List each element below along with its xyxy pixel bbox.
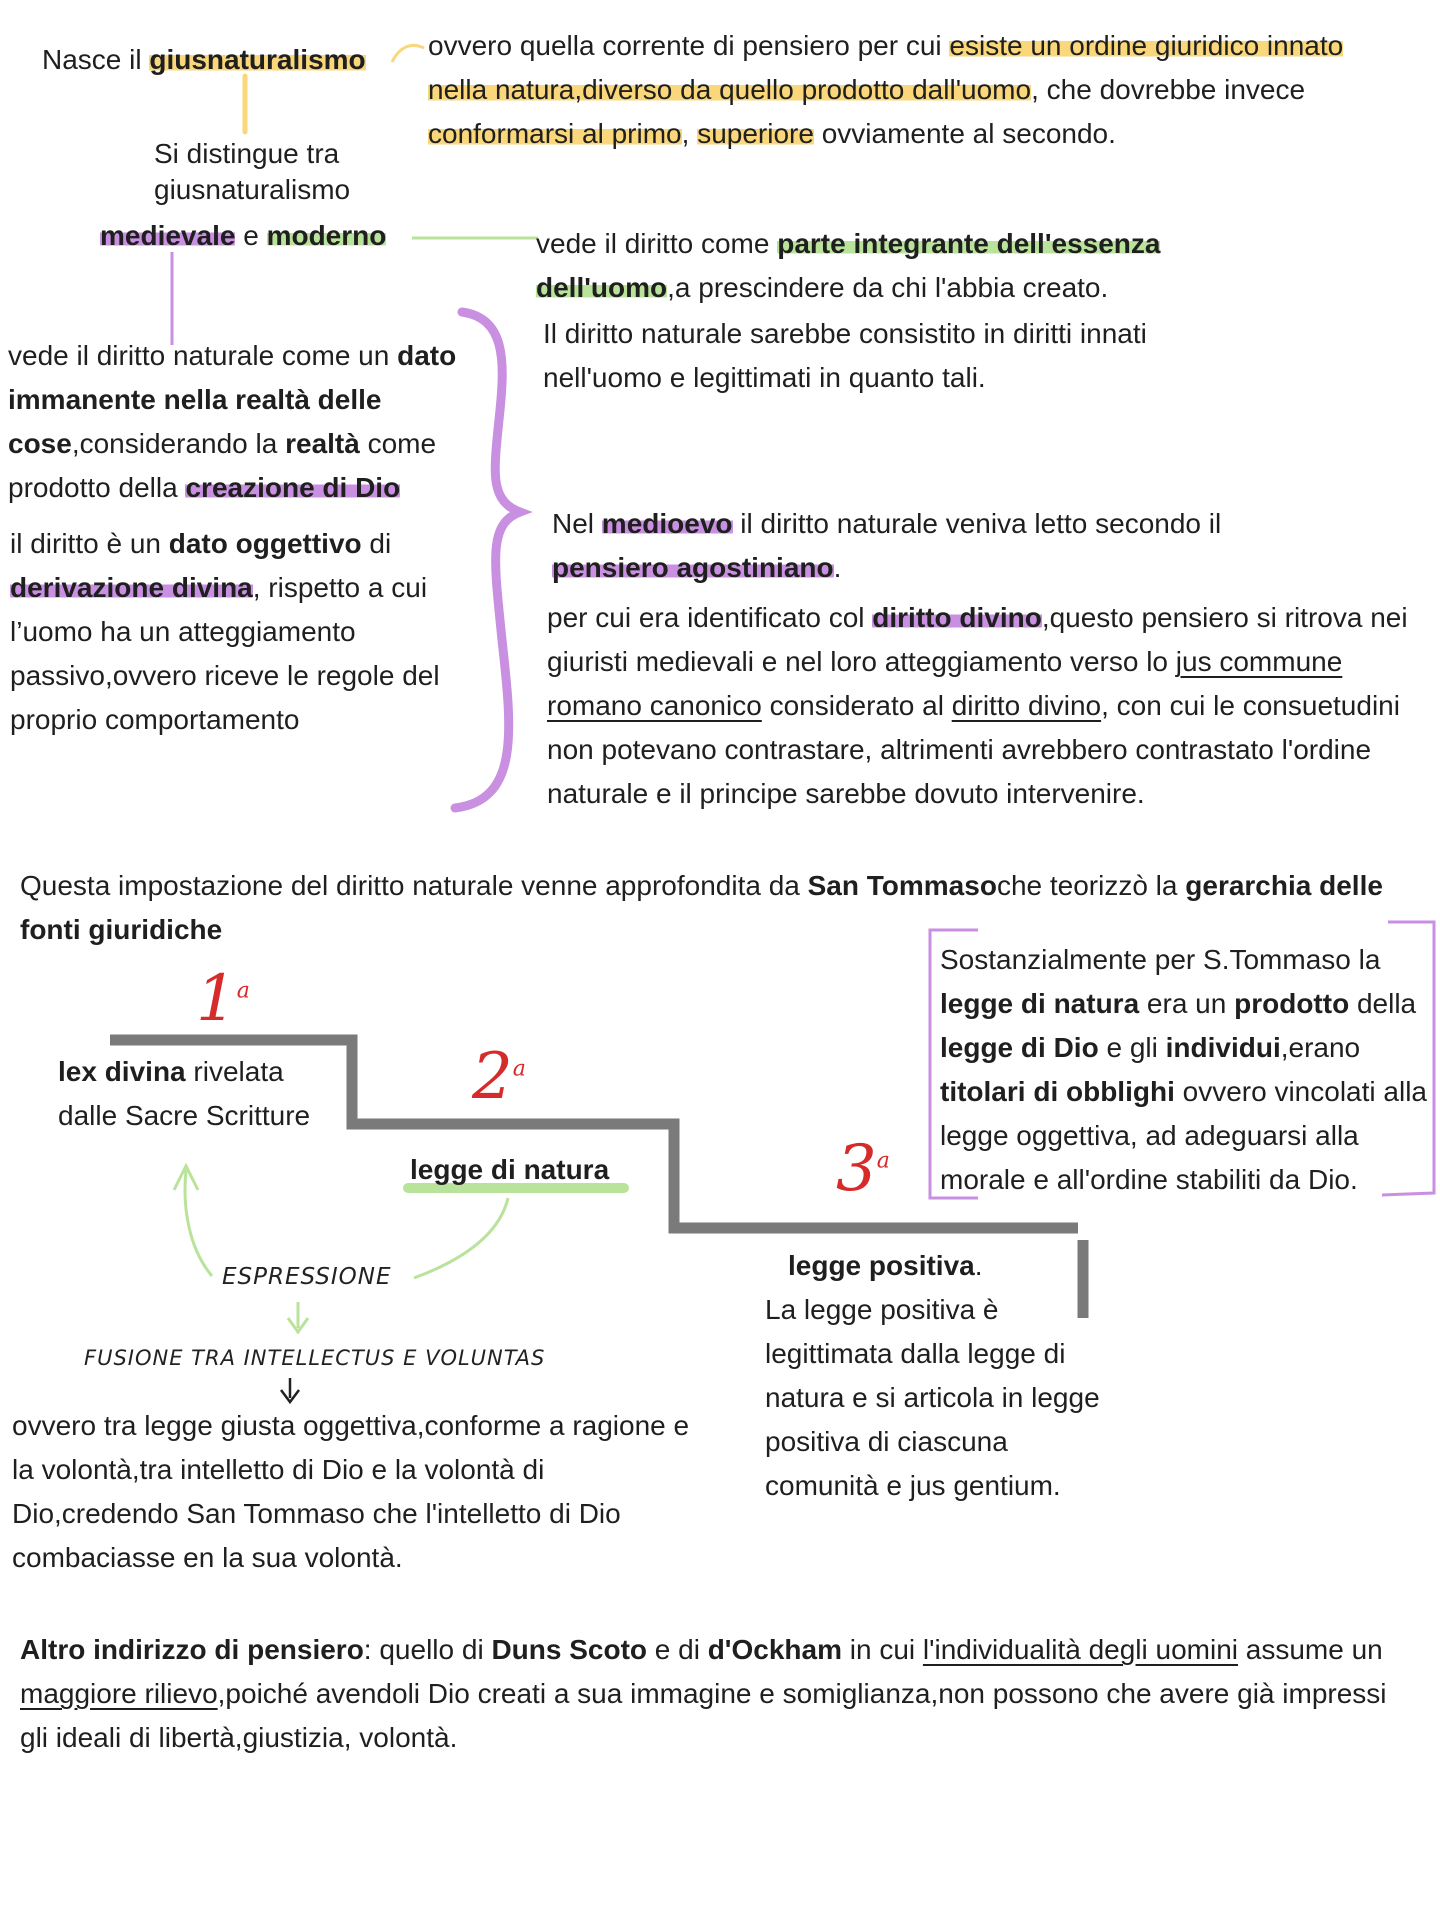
other-thought-text: Altro indirizzo di pensiero: quello di Duns Scoto e di d'Ockham in cui l'individualità degli uomini assume un maggiore rilievo,poiché avendoli Dio creati a sua immagine e somiglianza,non possono che avere già impressi gli ideali di libertà,giustizia, volontà.	[20, 1634, 1387, 1753]
legge-positiva-text: La legge positiva è legittimata dalla legge di natura e si articola in legge positiva di ciascuna comunità e jus gentium.	[765, 1294, 1100, 1501]
modern-text: vede il diritto come parte integrante dell'essenza dell'uomo,a prescindere da chi l'abbia creato.	[536, 228, 1161, 303]
modern-innate: Il diritto naturale sarebbe consistito in diritti innati nell'uomo e legittimati in quanto tali.	[543, 318, 1147, 393]
espressione-note: ESPRESSIONE	[222, 1264, 392, 1290]
arrow-left-curve	[185, 1170, 212, 1276]
fusion-text: ovvero tra legge giusta oggettiva,conforme a ragione e la volontà,tra intelletto di Dio e la volontà di Dio,credendo San Tommaso che l'intelletto di Dio combaciasse en la sua volontà.	[12, 1410, 690, 1573]
lex-divina-label: lex divina rivelata dalle Sacre Scritture	[58, 1056, 311, 1131]
medieval-text: vede il diritto naturale come un dato immanente nella realtà delle cose,considerando la realtà come prodotto della creazione di Dio	[8, 340, 457, 503]
step-number-1: 1$^a$	[196, 962, 250, 1036]
legge-natura-label: legge di natura	[410, 1154, 610, 1185]
intro-line: Nasce il giusnaturalismo	[42, 44, 366, 75]
giusnaturalismo-term: giusnaturalismo	[149, 44, 366, 75]
objective-text: il diritto è un dato oggettivo di derivazione divina, rispetto a cui l’uomo ha un atteggiamento passivo,ovvero riceve le regole del proprio comportamento	[10, 528, 440, 735]
fusione-note: FUSIONE TRA INTELLECTUS E VOLUNTAS	[84, 1346, 546, 1370]
step-number-2: 2$^a$	[472, 1040, 526, 1114]
definition-text: ovvero quella corrente di pensiero per cui esiste un ordine giuridico innato nella natura,diverso da quello prodotto dall'uomo, che dovrebbe invece conformarsi al primo, superiore ovviamente al secondo.	[428, 30, 1344, 149]
distinction-label: Si distingue tra giusnaturalismo	[154, 138, 351, 205]
tommaso-text: Questa impostazione del diritto naturale venne approfondita da San Tommasoche teorizzò la gerarchia delle fonti giuridiche	[20, 870, 1383, 945]
yellow-connector-right	[392, 45, 424, 62]
arrow-right-curve	[414, 1198, 508, 1278]
distinction-types: medievale e moderno	[100, 220, 387, 251]
middle-ages-text: Nel medioevo il diritto naturale veniva letto secondo il pensiero agostiniano.	[552, 508, 1222, 583]
step-number-3: 3$^a$	[836, 1132, 890, 1206]
legge-positiva-label: legge positiva.	[788, 1250, 983, 1281]
agostiniano-text: per cui era identificato col diritto divino,questo pensiero si ritrova nei giuristi medievali e nel loro atteggiamento verso lo jus commune romano canonico considerato al diritto divino, con cui le consuetudini non potevano contrastare, altrimenti avrebbero contrastato l'ordine naturale e il principe sarebbe dovuto intervenire.	[547, 602, 1408, 809]
summary-box: Sostanzialmente per S.Tommaso la legge di natura era un prodotto della legge di Dio e gli individui,erano titolari di obblighi ovvero vincolati alla legge oggettiva, ad adeguarsi alla morale e all'ordine stabiliti da Dio.	[940, 944, 1427, 1195]
